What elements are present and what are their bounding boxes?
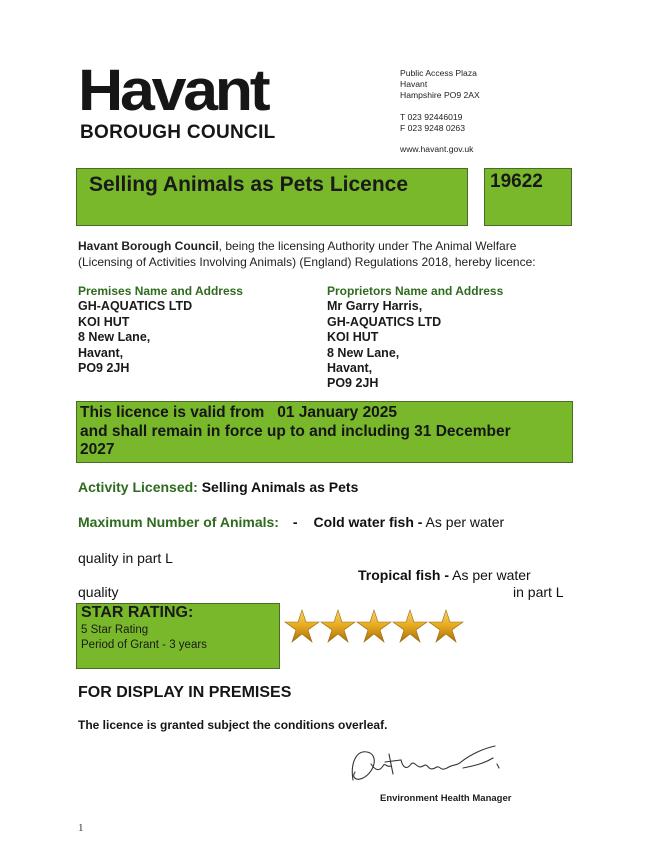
validity-line: This licence is valid from 01 January 2025 (80, 404, 398, 421)
validity-text (80, 404, 511, 460)
gold-star-icon (320, 609, 356, 643)
address-line: Hampshire PO9 2AX (400, 90, 480, 101)
council-logo-name: Havant (78, 58, 268, 123)
phone-number: T 023 92446019 (400, 111, 463, 122)
council-contact-block (400, 68, 480, 155)
star-rating-stars (284, 609, 464, 643)
gold-star-icon (428, 609, 464, 643)
tropical-fish-continued-right: in part L (513, 584, 564, 600)
address-line: Public Access Plaza (400, 68, 477, 78)
council-logo-subtitle: BOROUGH COUNCIL (80, 122, 276, 143)
star-rating-text: 5 Star Rating (81, 624, 149, 636)
licence-number: 19622 (490, 171, 543, 192)
licence-title-box (76, 168, 468, 226)
licence-number-box (484, 168, 572, 226)
website-link[interactable]: www.havant.gov.uk (400, 144, 474, 155)
tropical-fish-value: As per water (449, 567, 531, 583)
cold-water-fish-continued: quality in part L (78, 550, 173, 566)
licence-title: Selling Animals as Pets Licence (89, 173, 409, 196)
activity-label: Activity Licensed: (78, 479, 198, 495)
proprietor-line: KOI HUT (327, 330, 379, 345)
premises-line: PO9 2JH (78, 361, 130, 376)
address-line: Havant (400, 79, 428, 90)
intro-text-line2: (Licensing of Activities Involving Animals) (England) Regulations 2018, hereby licence: (78, 255, 536, 269)
page-number: 1 (78, 822, 84, 834)
tropical-fish-continued-left: quality (78, 584, 119, 600)
validity-box (76, 401, 573, 463)
premises-line: GH-AQUATICS LTD (78, 299, 193, 314)
gold-star-icon (392, 609, 428, 643)
proprietor-line: Havant, (327, 361, 373, 376)
premises-heading: Premises Name and Address (78, 284, 243, 298)
proprietor-address (327, 284, 503, 392)
gold-star-icon (284, 609, 320, 643)
max-animals-dash: - (292, 514, 298, 530)
intro-text: , being the licensing Authority under The Animal Welfare (218, 239, 517, 253)
tropical-fish-label: Tropical fish - (358, 567, 450, 583)
fax-number: F 023 9248 0263 (400, 122, 465, 133)
premises-line: Havant, (78, 345, 124, 360)
intro-authority: Havant Borough Council (78, 239, 219, 253)
star-rating-box (76, 603, 280, 669)
tropical-fish (358, 567, 531, 583)
gold-star-icon (356, 609, 392, 643)
proprietor-line: Mr Garry Harris, (327, 299, 423, 314)
proprietor-line: GH-AQUATICS LTD (327, 314, 442, 329)
activity-licensed (78, 479, 358, 495)
proprietor-line: PO9 2JH (327, 376, 379, 391)
proprietor-line: 8 New Lane, (327, 345, 400, 360)
cold-water-fish-label: Cold water fish - (313, 514, 423, 530)
activity-value: Selling Animals as Pets (201, 479, 359, 495)
conditions-notice: The licence is granted subject the conditions overleaf. (78, 718, 388, 732)
validity-line: 2027 (80, 441, 115, 458)
premises-line: KOI HUT (78, 314, 130, 329)
proprietor-heading: Proprietors Name and Address (327, 284, 504, 298)
premises-address (78, 284, 243, 376)
signature-image (345, 742, 515, 787)
signatory-role: Environment Health Manager (380, 793, 512, 804)
premises-line: 8 New Lane, (78, 330, 151, 345)
validity-line: and shall remain in force up to and including 31 December (80, 422, 511, 440)
max-animals (78, 514, 504, 530)
period-of-grant: Period of Grant - 3 years (81, 639, 207, 651)
star-rating-title: STAR RATING: (81, 604, 194, 621)
cold-water-fish-value: As per water (422, 514, 505, 530)
display-notice: FOR DISPLAY IN PREMISES (78, 684, 292, 701)
licence-intro (78, 238, 598, 270)
max-animals-label: Maximum Number of Animals: (78, 514, 279, 530)
